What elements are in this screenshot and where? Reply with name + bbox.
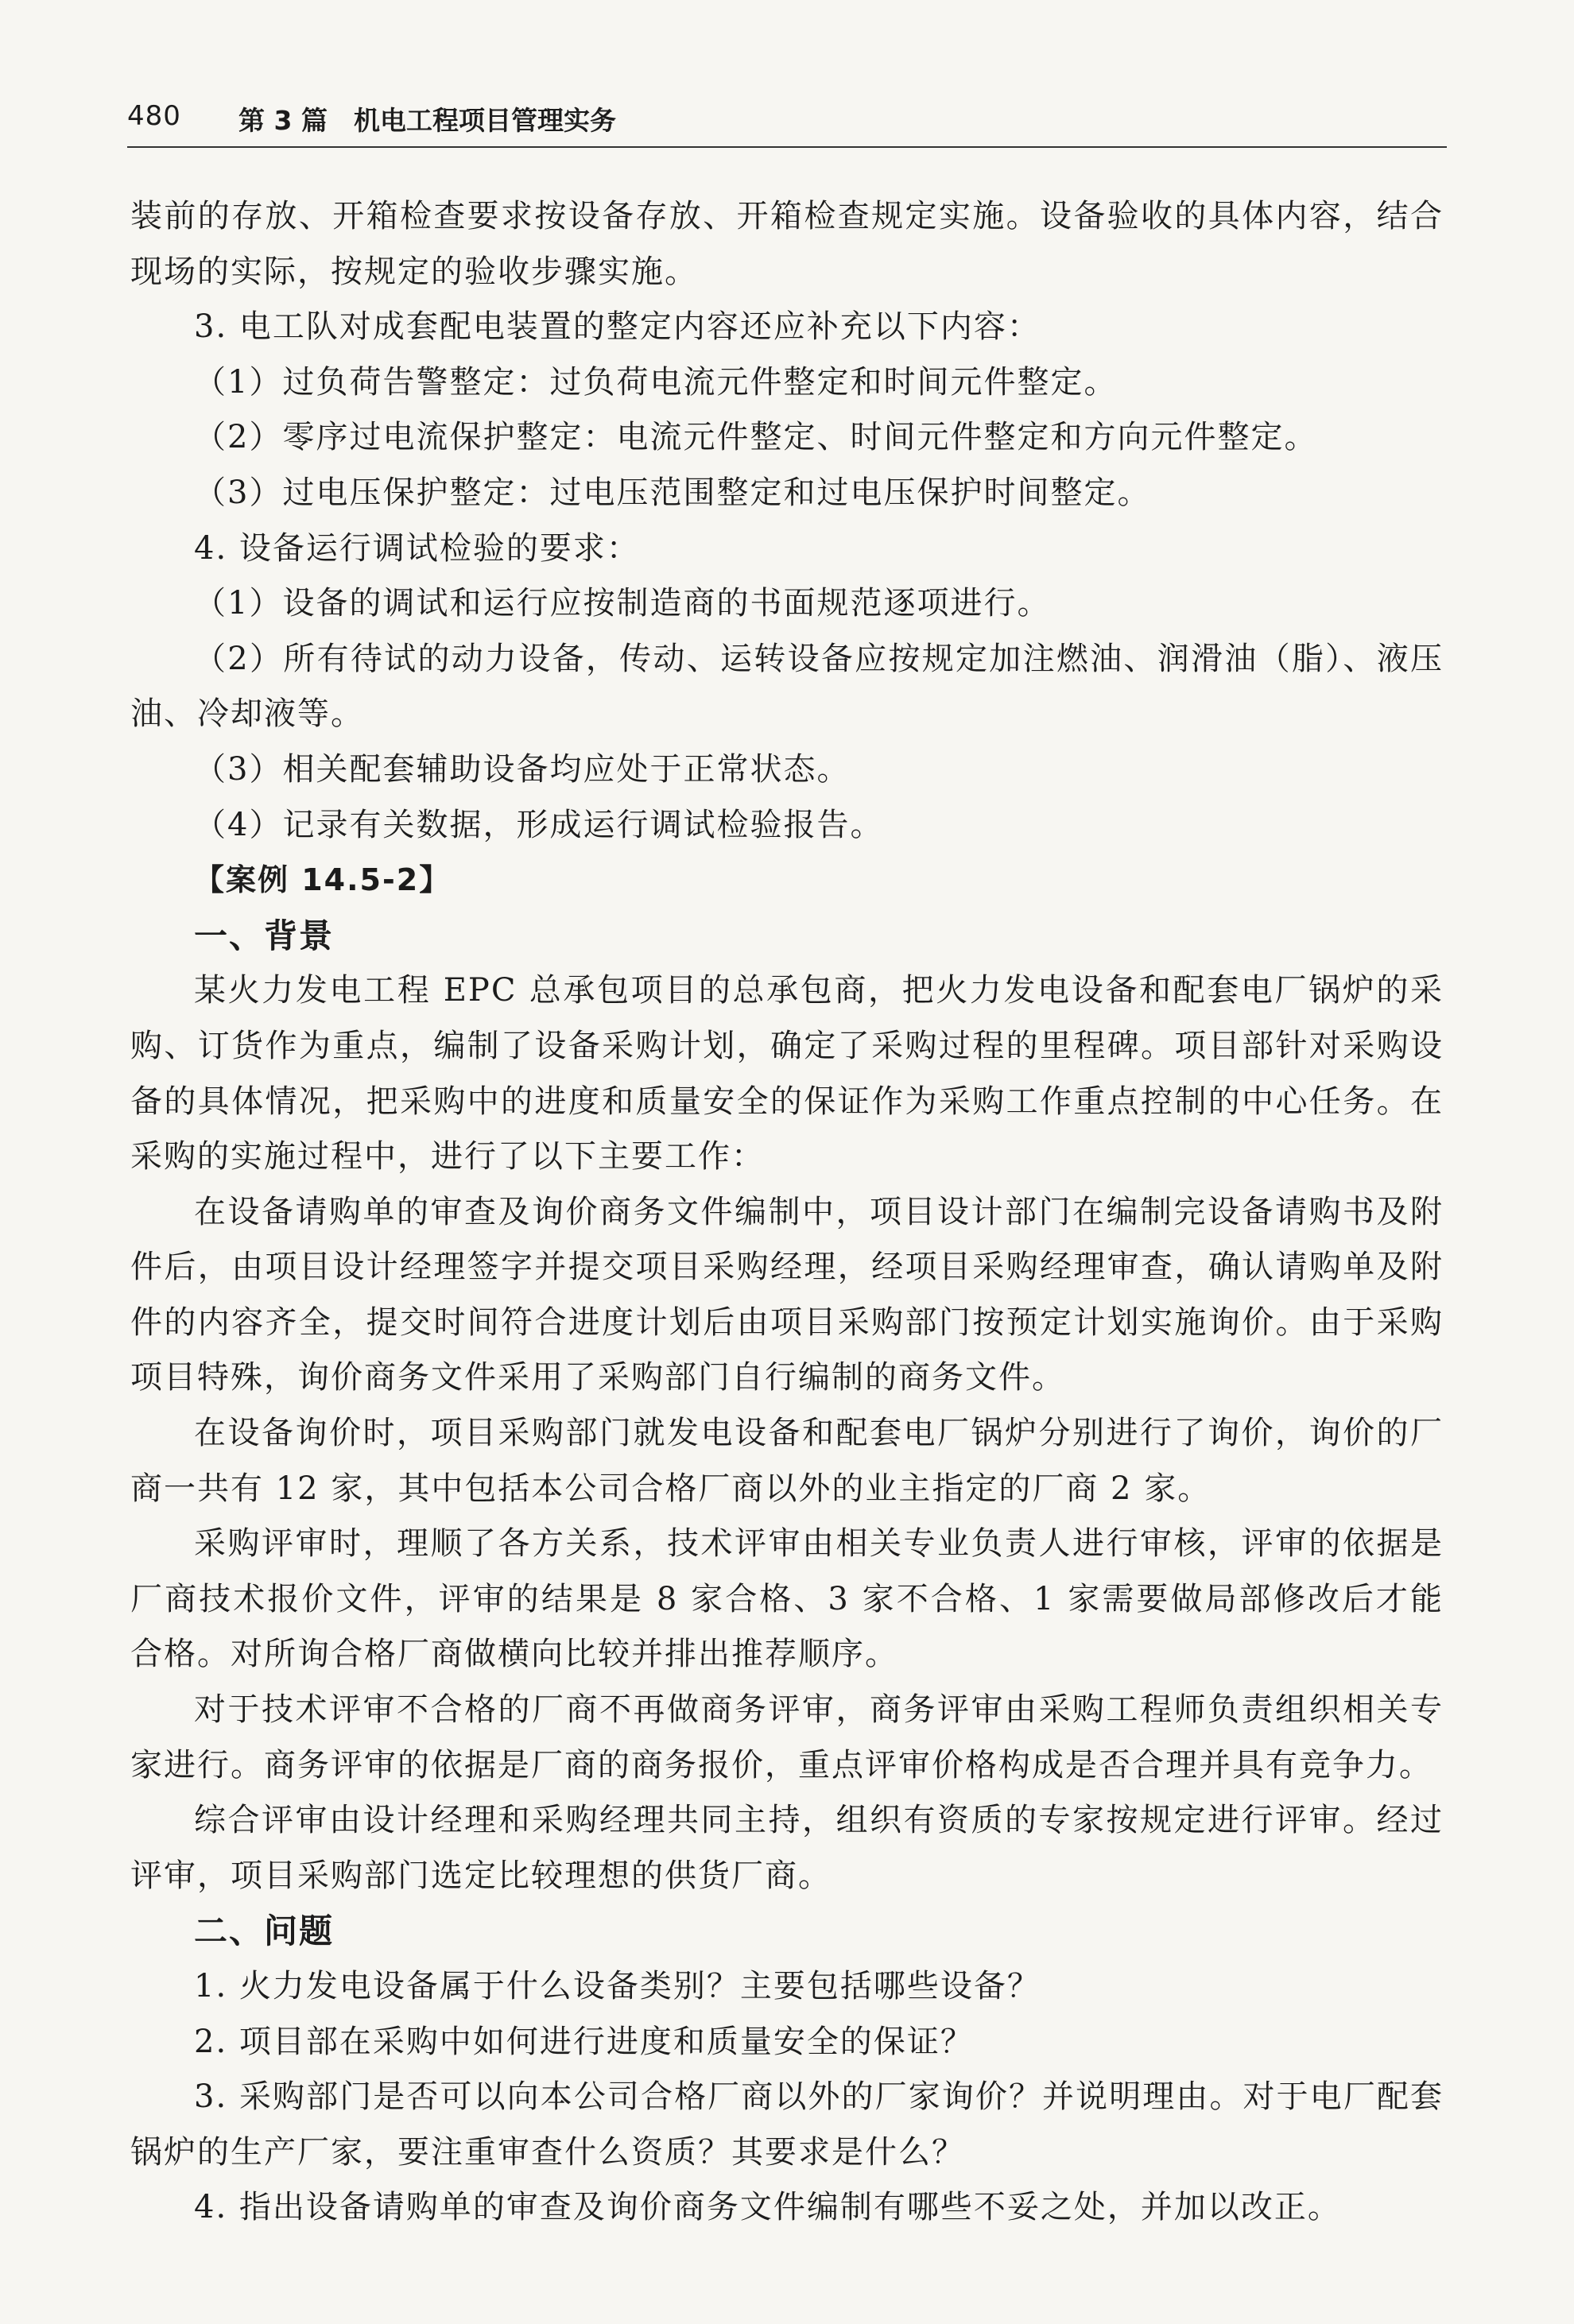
list-item: （1）设备的调试和运行应按制造商的书面规范逐项进行。 xyxy=(194,585,1051,622)
running-header xyxy=(127,94,1447,149)
paragraph: 在设备询价时，项目采购部门就发电设备和配套电厂锅炉分别进行了询价，询价的厂商一共有 12 家，其中包括本公司合格厂商以外的业主指定的厂商 2 家。 xyxy=(130,1415,1444,1507)
list-item: （1）过负荷告警整定：过负荷电流元件整定和时间元件整定。 xyxy=(194,363,1118,401)
question-item: 1. 火力发电设备属于什么设备类别？主要包括哪些设备？ xyxy=(194,1968,1041,2004)
list-item: （4）记录有关数据，形成运行调试检验报告。 xyxy=(194,806,884,843)
paragraph: 对于技术评审不合格的厂商不再做商务评审，商务评审由采购工程师负责组织相关专家进行。商务评审的依据是厂商的商务报价，重点评审价格构成是否合理并具有竞争力。 xyxy=(130,1691,1444,1784)
paragraph: 某火力发电工程 EPC 总承包项目的总承包商，把火力发电设备和配套电厂锅炉的采购、订货作为重点，编制了设备采购计划，确定了采购过程的里程碑。项目部针对采购设备的具体情况，把采购中的进度和质量安全的保证作为采购工作重点控制的中心任务。在采购的实施过程中，进行了以下主要工作： xyxy=(130,972,1444,1176)
list-item: （3）相关配套辅助设备均应处于正常状态。 xyxy=(194,750,851,788)
paragraph: 装前的存放、开箱检查要求按设备存放、开箱检查规定实施。设备验收的具体内容，结合现场的实际，按规定的验收步骤实施。 xyxy=(130,198,1444,290)
list-heading: 3. 电工队对成套配电装置的整定内容还应补充以下内容： xyxy=(194,308,1041,346)
page-body xyxy=(130,189,1444,2236)
list-item: （3）过电压保护整定：过电压范围整定和过电压保护时间整定。 xyxy=(194,474,1151,511)
header-rule xyxy=(127,146,1447,148)
list-item: （2）零序过电流保护整定：电流元件整定、时间元件整定和方向元件整定。 xyxy=(194,419,1318,456)
section-heading-questions: 二、问题 xyxy=(194,1911,335,1951)
part-title: 第 3 篇 机电工程项目管理实务 xyxy=(238,105,616,136)
case-title: 【案例 14.5-2】 xyxy=(194,862,452,898)
section-heading-background: 一、背景 xyxy=(194,916,335,955)
list-heading: 4. 设备运行调试检验的要求： xyxy=(194,529,640,567)
question-item: 4. 指出设备请购单的审查及询价商务文件编制有哪些不妥之处，并加以改正。 xyxy=(194,2189,1341,2226)
question-item: 3. 采购部门是否可以向本公司合格厂商以外的厂家询价？并说明理由。对于电厂配套锅炉的生产厂家，要注重审查什么资质？其要求是什么？ xyxy=(130,2078,1444,2171)
paragraph: 采购评审时，理顺了各方关系，技术评审由相关专业负责人进行审核，评审的依据是厂商技术报价文件，评审的结果是 8 家合格、3 家不合格、1 家需要做局部修改后才能合格。对所询合格厂商做横向比较并排出推荐顺序。 xyxy=(130,1525,1444,1673)
paragraph: 在设备请购单的审查及询价商务文件编制中，项目设计部门在编制完设备请购书及附件后，由项目设计经理签字并提交项目采购经理，经项目采购经理审查，确认请购单及附件的内容齐全，提交时间符合进度计划后由项目采购部门按预定计划实施询价。由于采购项目特殊，询价商务文件采用了采购部门自行编制的商务文件。 xyxy=(130,1193,1444,1396)
paragraph: 综合评审由设计经理和采购经理共同主持，组织有资质的专家按规定进行评审。经过评审，项目采购部门选定比较理想的供货厂商。 xyxy=(130,1802,1444,1894)
page-number: 480 xyxy=(127,100,181,132)
question-item: 2. 项目部在采购中如何进行进度和质量安全的保证？ xyxy=(194,2023,974,2060)
list-item: （2）所有待试的动力设备，传动、运转设备应按规定加注燃油、润滑油（脂）、液压油、冷却液等。 xyxy=(130,640,1444,733)
